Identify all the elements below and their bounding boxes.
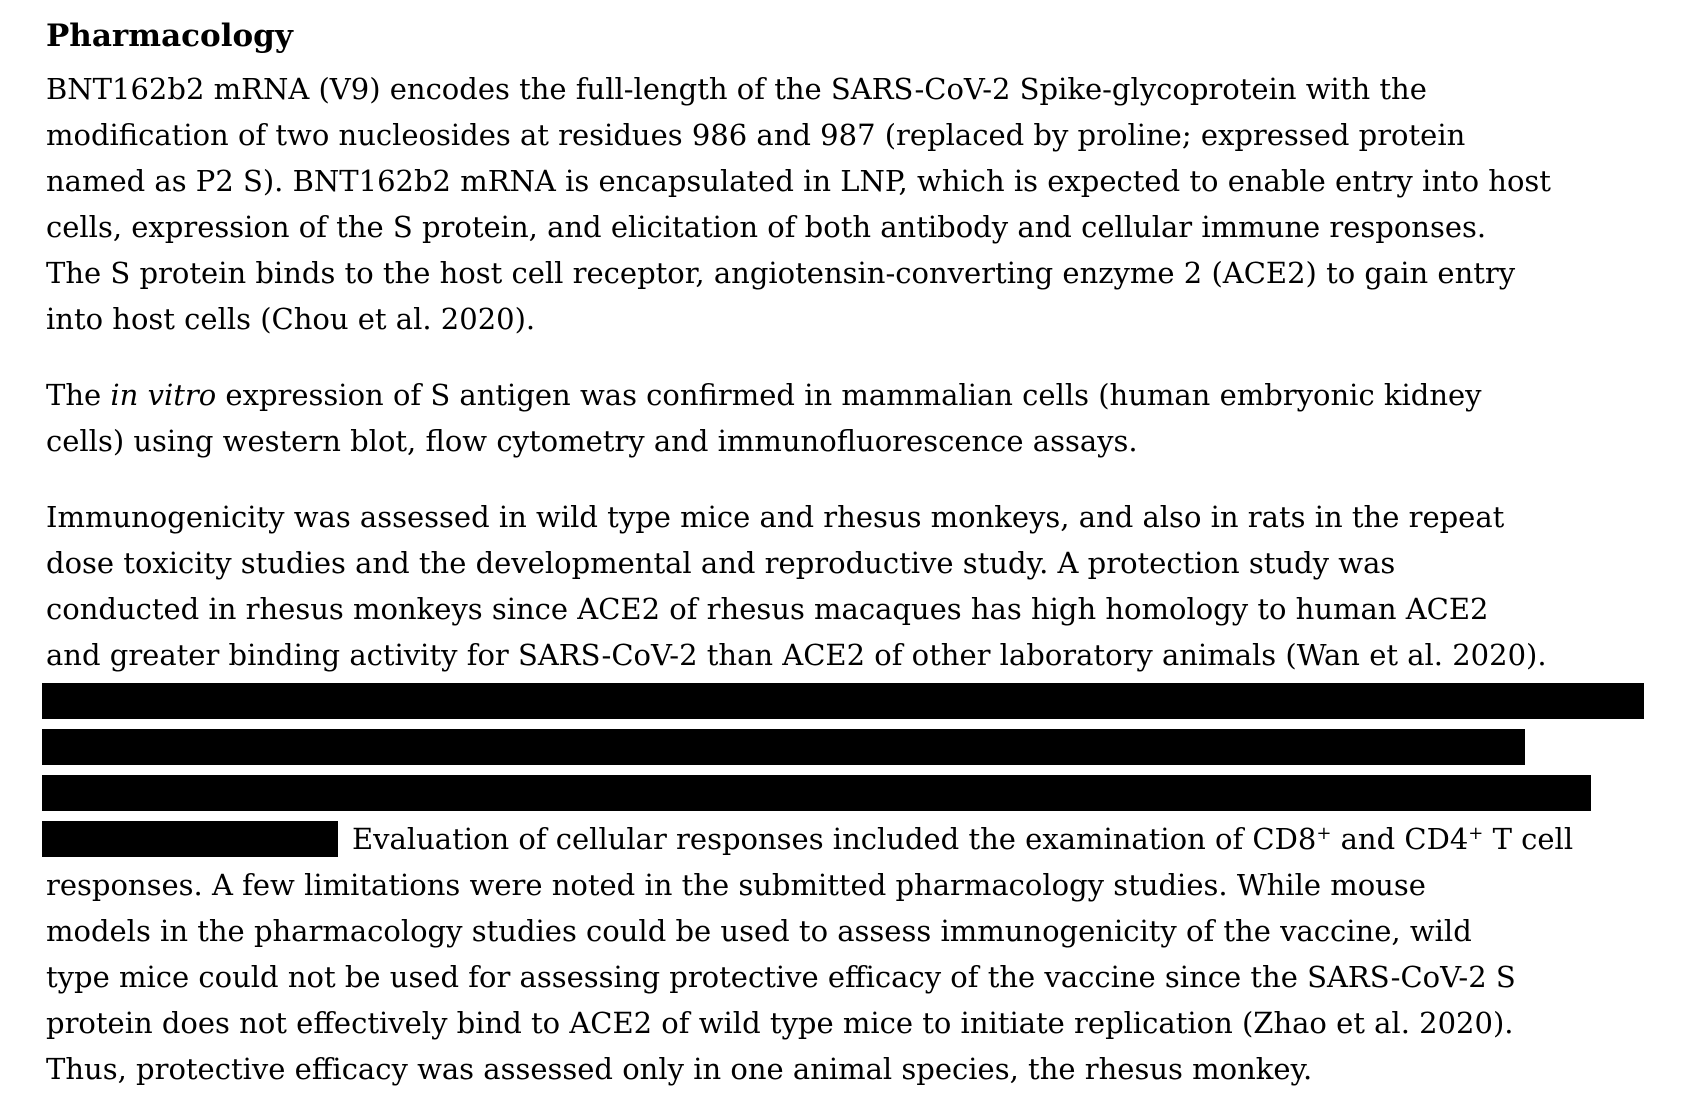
paragraph-spacer xyxy=(46,342,1656,372)
text-line: protein does not effectively bind to ACE2 of wild type mice to initiate replication (Zhao et al. 2020). xyxy=(46,1006,1514,1040)
text-line: modification of two nucleosides at residues 986 and 987 (replaced by proline; expressed protein xyxy=(46,118,1466,152)
redacted-line xyxy=(46,678,1656,724)
redaction-bar xyxy=(42,683,1644,719)
paragraph-in-vitro xyxy=(46,372,1656,464)
text-run: Evaluation of cellular responses included the examination of CD8 xyxy=(352,822,1317,856)
text-line: The S protein binds to the host cell receptor, angiotensin-converting enzyme 2 (ACE2) to gain entry xyxy=(46,256,1516,290)
paragraph-spacer xyxy=(46,464,1656,494)
text-line: conducted in rhesus monkeys since ACE2 of rhesus macaques has high homology to human ACE2 xyxy=(46,592,1489,626)
text-line: cells, expression of the S protein, and elicitation of both antibody and cellular immune responses. xyxy=(46,210,1487,244)
superscript: + xyxy=(1468,823,1484,844)
text-run: expression of S antigen was confirmed in mammalian cells (human embryonic kidney xyxy=(216,378,1482,412)
text-line xyxy=(46,816,1656,862)
paragraph-mechanism xyxy=(46,66,1656,342)
text-line: models in the pharmacology studies could be used to assess immunogenicity of the vaccine, wild xyxy=(46,914,1472,948)
text-run: The xyxy=(46,378,111,412)
paragraph-immunogenicity xyxy=(46,494,1656,1092)
text-line: Thus, protective efficacy was assessed only in one animal species, the rhesus monkey. xyxy=(46,1052,1313,1086)
text-line: BNT162b2 mRNA (V9) encodes the full-length of the SARS-CoV-2 Spike-glycoprotein with the xyxy=(46,72,1427,106)
redaction-bar xyxy=(42,729,1525,765)
text-line xyxy=(46,372,1656,418)
section-heading: Pharmacology xyxy=(46,18,293,54)
text-run: T cell xyxy=(1483,822,1574,856)
text-line: dose toxicity studies and the developmental and reproductive study. A protection study was xyxy=(46,546,1396,580)
document-page xyxy=(46,14,1656,1092)
text-line: into host cells (Chou et al. 2020). xyxy=(46,302,536,336)
redacted-line xyxy=(46,724,1656,770)
superscript: + xyxy=(1316,823,1332,844)
italic-term: in vitro xyxy=(110,378,217,412)
text-line: and greater binding activity for SARS-CoV-2 than ACE2 of other laboratory animals (Wan et al. 2020). xyxy=(46,638,1547,672)
text-line: type mice could not be used for assessing protective efficacy of the vaccine since the SARS-CoV-2 S xyxy=(46,960,1516,994)
text-line: cells) using western blot, flow cytometry and immunofluorescence assays. xyxy=(46,424,1138,458)
text-line: responses. A few limitations were noted in the submitted pharmacology studies. While mouse xyxy=(46,868,1426,902)
redacted-line xyxy=(46,770,1656,816)
text-line: named as P2 S). BNT162b2 mRNA is encapsulated in LNP, which is expected to enable entry into host xyxy=(46,164,1551,198)
redaction-bar xyxy=(42,821,338,857)
text-run: and CD4 xyxy=(1331,822,1469,856)
text-line: Immunogenicity was assessed in wild type mice and rhesus monkeys, and also in rats in the repeat xyxy=(46,500,1505,534)
redaction-bar xyxy=(42,775,1591,811)
